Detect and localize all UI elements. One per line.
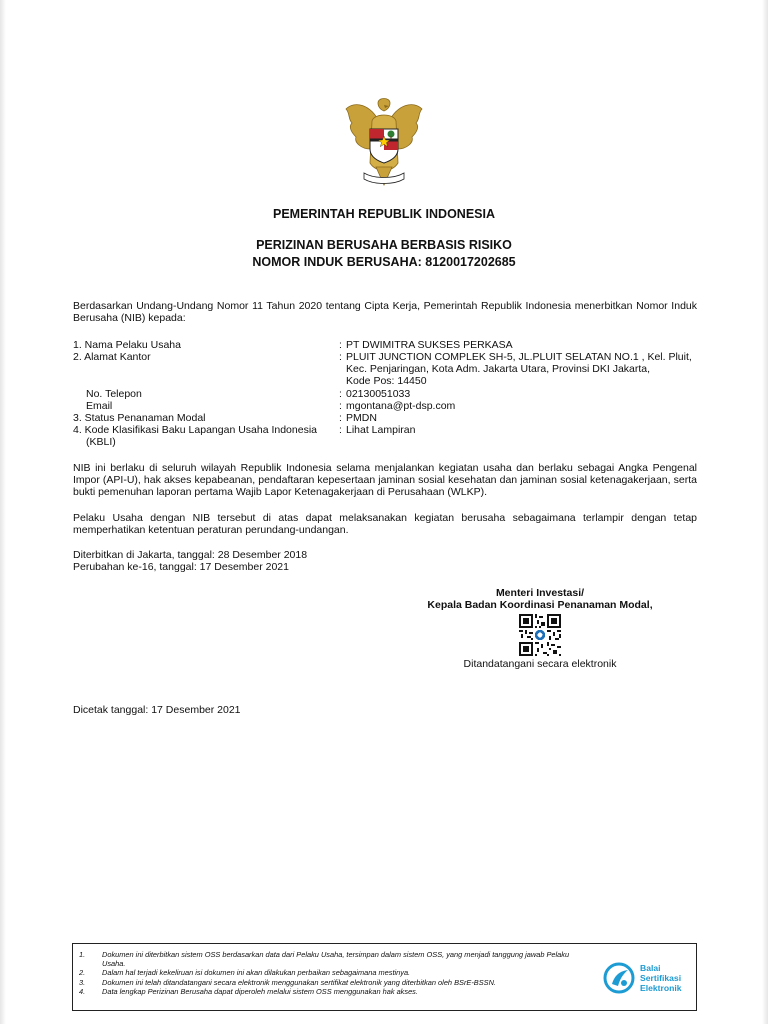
signature-block (420, 587, 660, 611)
phone-value: 02130051033 (346, 388, 411, 400)
issued-date: Diterbitkan di Jakarta, tanggal: 28 Desember 2018 (73, 549, 308, 561)
footnote-number: 4. (79, 986, 86, 996)
footnote-number: 3. (79, 977, 86, 987)
intro-paragraph: Berdasarkan Undang-Undang Nomor 11 Tahun 2020 tentang Cipta Kerja, Pemerintah Republik Indonesia menerbitkan Nomor Induk Berusaha (NIB) kepada: (73, 300, 697, 324)
government-heading: PEMERINTAH REPUBLIK INDONESIA (272, 207, 495, 221)
email-value: mgontana@pt-dsp.com (346, 400, 456, 412)
revision-date: Perubahan ke-16, tanggal: 17 Desember 2021 (73, 561, 289, 573)
kbli-label: 4. Kode Klasifikasi Baku Lapangan Usaha Indonesia (73, 424, 318, 436)
document-title: PERIZINAN BERUSAHA BERBASIS RISIKO (256, 238, 512, 252)
bsre-text-line-1: Balai (640, 963, 661, 973)
footnote-text: Dokumen ini telah ditandatangani secara elektronik menggunakan sertifikat elektronik yang diterbitkan oleh BSrE-BSSN. (102, 977, 496, 987)
business-name-label: 1. Nama Pelaku Usaha (73, 339, 181, 351)
office-address-label: 2. Alamat Kantor (73, 351, 151, 363)
footnote-text: Dalam hal terjadi kekeliruan isi dokumen ini akan dilakukan perbaikan sebagaimana mestinya. (102, 968, 411, 978)
page-edge-left (0, 0, 6, 1024)
office-address-line-2: Kec. Penjaringan, Kota Adm. Jakarta Utara, Provinsi DKI Jakarta, (346, 363, 651, 375)
nib-validity-paragraph: NIB ini berlaku di seluruh wilayah Republik Indonesia selama menjalankan kegiatan usaha dan berlaku sebagai Angka Pengenal Impor (API-U), hak akses kepabeanan, pendaftaran kepesertaan jaminan sosial kesehatan dan jaminan sosial ketenagakerjaan, serta bukti pemenuhan laporan pertama Wajib Lapor Ketenagakerjaan di Perusahaan (WLKP). (73, 462, 697, 498)
footnote-item (79, 978, 589, 987)
footnote-number: 1. (79, 950, 86, 959)
phone-label: No. Telepon (86, 388, 142, 400)
investment-status-separator: : (339, 412, 342, 424)
kbli-separator: : (339, 424, 342, 436)
kbli-value: Lihat Lampiran (346, 424, 416, 436)
signatory-title-line-1: Menteri Investasi/ (495, 587, 585, 599)
email-separator: : (339, 400, 342, 412)
business-operation-paragraph: Pelaku Usaha dengan NIB tersebut di atas dapat melaksanakan kegiatan berusaha sebagaimana terlampir dengan tetap memperhatikan ketentuan peraturan perundang-undangan. (73, 512, 697, 536)
footnote-text: Data lengkap Perizinan Berusaha dapat diperoleh melalui sistem OSS menggunakan hak akses. (102, 986, 418, 996)
business-name-separator: : (339, 339, 342, 351)
footnote-item (79, 987, 589, 996)
bsre-logo-icon (603, 962, 635, 994)
garuda-emblem-icon (340, 93, 428, 191)
printed-date: Dicetak tanggal: 17 Desember 2021 (73, 704, 241, 716)
phone-separator: : (339, 388, 342, 400)
nib-number-heading: NOMOR INDUK BERUSAHA: 8120017202685 (252, 255, 516, 269)
office-address-separator: : (339, 351, 342, 363)
bsre-text-line-3: Elektronik (640, 983, 682, 993)
kbli-label-abbrev: (KBLI) (86, 436, 116, 448)
footnote-number: 2. (79, 968, 86, 978)
footnote-list (79, 950, 589, 996)
bsre-text-line-2: Sertifikasi (640, 973, 682, 983)
business-name-value: PT DWIMITRA SUKSES PERKASA (346, 339, 513, 351)
footer-notes-box (72, 943, 697, 1011)
bsre-logo (603, 962, 693, 996)
qr-code-icon (519, 614, 561, 656)
investment-status-value: PMDN (346, 412, 377, 424)
bsre-wordmark (640, 963, 682, 993)
page-edge-right (762, 0, 768, 1024)
signatory-title-line-2: Kepala Badan Koordinasi Penanaman Modal, (427, 599, 653, 611)
email-label: Email (86, 400, 113, 412)
footnote-item (79, 968, 589, 977)
electronic-signature-note: Ditandatangani secara elektronik (463, 658, 617, 670)
footnote-text: Dokumen ini diterbitkan sistem OSS berdasarkan data dari Pelaku Usaha, tersimpan dalam sistem OSS, yang menjadi tanggung jawab Pelaku Usaha. (102, 950, 570, 969)
footnote-item (79, 950, 589, 968)
investment-status-label: 3. Status Penanaman Modal (73, 412, 206, 424)
office-address-line-3: Kode Pos: 14450 (346, 375, 427, 387)
office-address-line-1: PLUIT JUNCTION COMPLEK SH-5, JL.PLUIT SELATAN NO.1 , Kel. Pluit, (346, 351, 692, 363)
